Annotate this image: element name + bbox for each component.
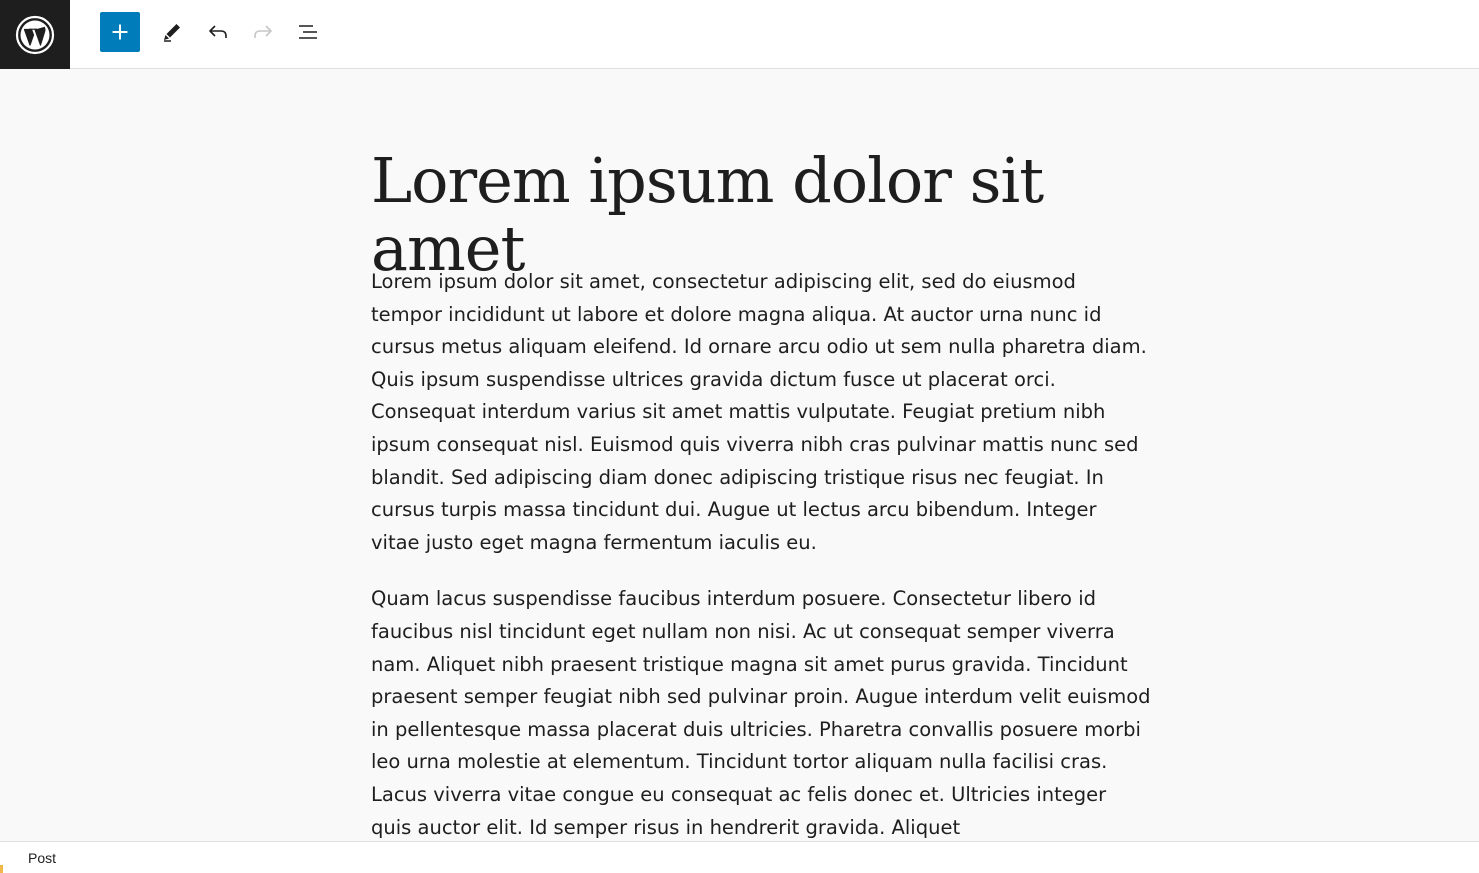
wordpress-logo-icon[interactable] (0, 0, 70, 69)
redo-icon (251, 20, 275, 44)
tools-button[interactable] (152, 12, 192, 52)
redo-button[interactable] (243, 12, 283, 52)
breadcrumb[interactable]: Post (28, 850, 57, 866)
pencil-icon (161, 21, 183, 43)
paragraph-block[interactable]: Quam lacus suspendisse faucibus interdum posuere. Consectetur libero id faucibus nisl tincidunt eget nullam non nisi. Ac ut consequat semper viverra nam. Aliquet nibh praesent tristique magna sit amet purus gravida. Tincidunt praesent semper feugiat nibh sed pulvinar proin. Augue interdum velit euismod in pellentesque massa placerat duis ultricies. Pharetra convallis posuere morbi leo urna molestie at elementum. Tincidunt tortor aliquam nulla facilisi cras. Lacus viverra vitae congue eu consequat ac felis donec et. Ultricies integer quis auctor elit. Id semper risus in hendrerit gravida. Aliquet (371, 587, 1151, 839)
post-title[interactable]: Lorem ipsum dolor sit amet (371, 144, 1044, 286)
plus-icon (110, 22, 130, 42)
list-view-icon (296, 20, 320, 44)
editor-canvas (0, 69, 1479, 841)
undo-icon (206, 20, 230, 44)
paragraph-block[interactable]: Lorem ipsum dolor sit amet, consectetur adipiscing elit, sed do eiusmod tempor incididunt ut labore et dolore magna aliqua. At auctor urna nunc id cursus metus aliquam eleifend. Id ornare arcu odio ut sem nulla pharetra diam. Quis ipsum suspendisse ultrices gravida dictum fusce ut placerat orci. Consequat interdum varius sit amet mattis vulputate. Feugiat pretium nibh ipsum consequat nisl. Euismod quis viverra nibh cras pulvinar mattis nunc sed blandit. Sed adipiscing diam donec adipiscing tristique risus nec feugiat. In cursus turpis massa tincidunt dui. Augue ut lectus arcu bibendum. Integer vitae justo eget magna fermentum iaculis eu. (371, 270, 1147, 554)
add-block-button[interactable] (100, 12, 140, 52)
document-overview-button[interactable] (288, 12, 328, 52)
editor-header (0, 0, 1479, 69)
editor-footer (0, 841, 1479, 873)
undo-button[interactable] (198, 12, 238, 52)
post-content (371, 266, 1151, 841)
